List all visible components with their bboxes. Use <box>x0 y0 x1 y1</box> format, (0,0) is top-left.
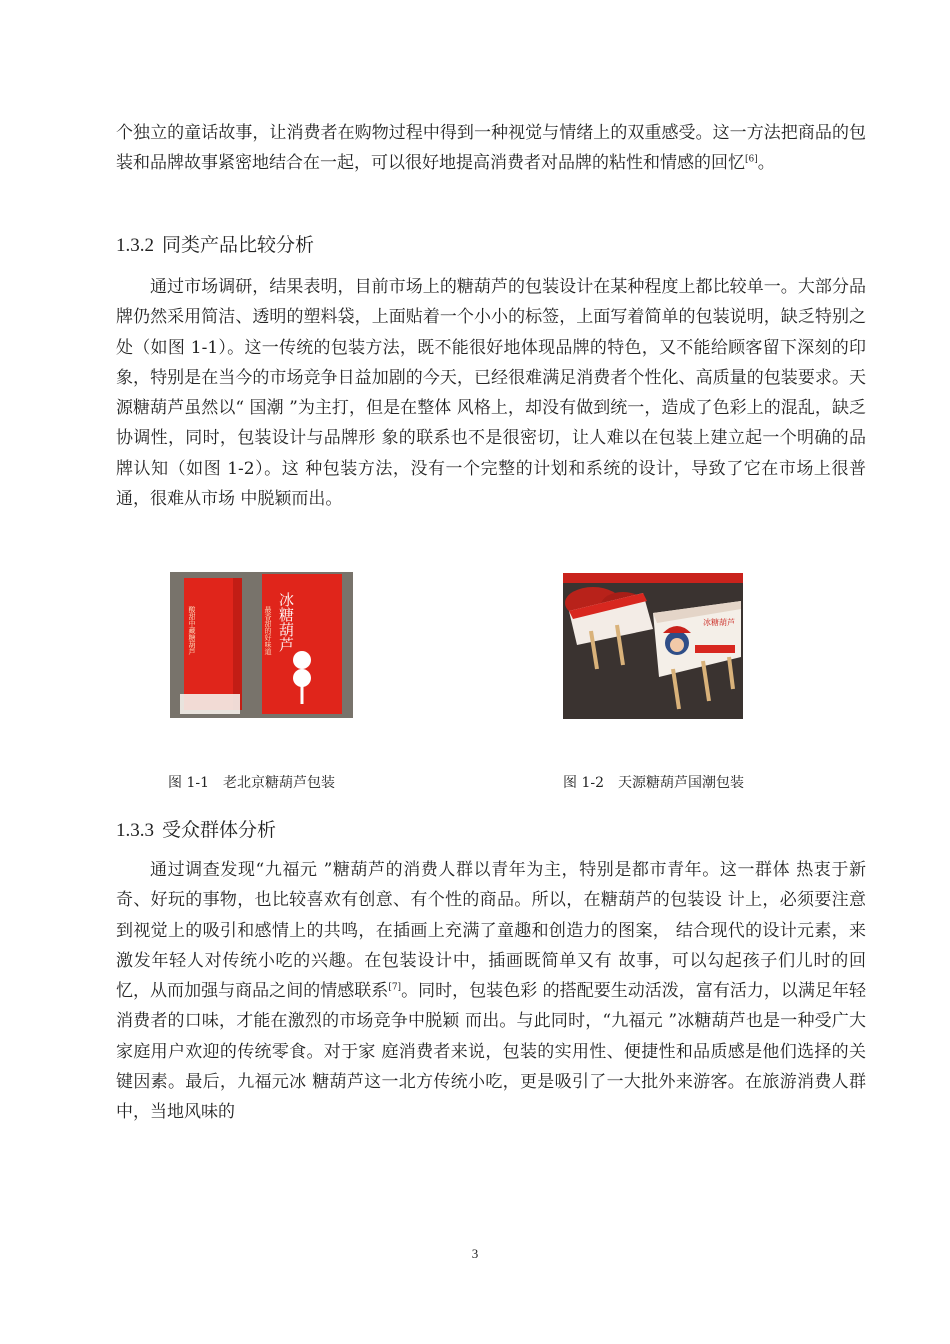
figure-number: 图 1-1 <box>168 775 209 791</box>
section-title: 同类产品比较分析 <box>162 234 315 256</box>
pkg-mid-text: 最香甜的好味道 <box>264 606 272 655</box>
figure-1-2-caption <box>563 772 744 792</box>
section-1-3-3-body <box>116 855 866 1128</box>
section-number: 1.3.2 <box>116 235 154 256</box>
section-number: 1.3.3 <box>116 820 154 841</box>
figure-caption-text: 老北京糖葫芦包装 <box>223 775 335 791</box>
section-heading-1-3-3 <box>116 815 276 842</box>
intro-end: 。 <box>757 153 775 174</box>
body-part-2: 。同时，包装色彩 的搭配要生动活泼，富有活力，以满足年轻消费者的口味，才能在激烈的市场竞争中脱颖 而出。与此同时，“九福元 ”冰糖葫芦也是一种受广大家庭用户欢迎的传统零食。对于家 庭消费者来说，包装的实用性、便捷性和品质感是他们选择的关键因素。最后，九福元冰 糖葫芦这一北方传统小吃，更是吸引了一大批外来游客。在旅游消费人群中，当地风味的 <box>116 981 867 1123</box>
pkg-left-text: 酸甜中藏糖葫芦 <box>188 606 196 655</box>
pkg-text: 冰糖葫芦 <box>703 618 735 627</box>
citation-6: [6] <box>745 154 758 165</box>
intro-text: 个独立的童话故事，让消费者在购物过程中得到一种视觉与情绪上的双重感受。这一方法把商品的包装和品牌故事紧密地结合在一起，可以很好地提高消费者对品牌的粘性和情感的回忆 <box>116 123 866 174</box>
pkg-right-text: 冰糖葫芦 <box>277 592 295 652</box>
figure-1-1-image <box>170 572 353 722</box>
intro-paragraph <box>116 118 866 179</box>
old-beijing-packaging-photo <box>170 572 353 718</box>
figure-number: 图 1-2 <box>563 775 604 791</box>
body-part-1: 通过调查发现“九福元 ”糖葫芦的消费人群以青年为主，特别是都市青年。这一群体 热衷于新奇、好玩的事物，也比较喜欢有创意、有个性的商品。所以，在糖葫芦的包装设 计上，必须要注意到视觉上的吸引和感情上的共鸣，在插画上充满了童趣和创造力的图案， 结合现代的设计元素，来激发年轻人对传统小吃的兴趣。在包装设计中，插画既简单又有 故事，可以勾起孩子们儿时的回忆，从而加强与商品之间的情感联系 <box>116 860 866 1002</box>
citation-7: [7] <box>388 982 402 993</box>
section-1-3-2-body: 通过市场调研，结果表明，目前市场上的糖葫芦的包装设计在某种程度上都比较单一。大部分品牌仍然采用简洁、透明的塑料袋，上面贴着一个小小的标签，上面写着简单的包装说明，缺乏特别之处（如图 1-1）。这一传统的包装方法，既不能很好地体现品牌的特色，又不能给顾客留下深刻的印象，特别是在当今的市场竞争日益加剧的今天，已经很难满足消费者个性化、高质量的包装要求。天源糖葫芦虽然以“ 国潮 ”为主打，但是在整体 风格上，却没有做到统一，造成了色彩上的混乱，缺乏协调性，同时，包装设计与品牌形 象的联系也不是很密切，让人难以在包装上建立起一个明确的品牌认知（如图 1-2）。这 种包装方法，没有一个完整的计划和系统的设计，导致了它在市场上很普通，很难从市场 中脱颖而出。 <box>116 277 866 510</box>
page-number: 3 <box>471 1246 479 1261</box>
figure-caption-text: 天源糖葫芦国潮包装 <box>618 775 744 791</box>
figure-1-1-caption <box>168 772 335 792</box>
figure-1-2-image <box>563 573 743 723</box>
section-title: 受众群体分析 <box>162 819 277 841</box>
tianyuan-guochao-packaging-photo <box>563 573 743 719</box>
section-heading-1-3-2 <box>116 230 314 257</box>
